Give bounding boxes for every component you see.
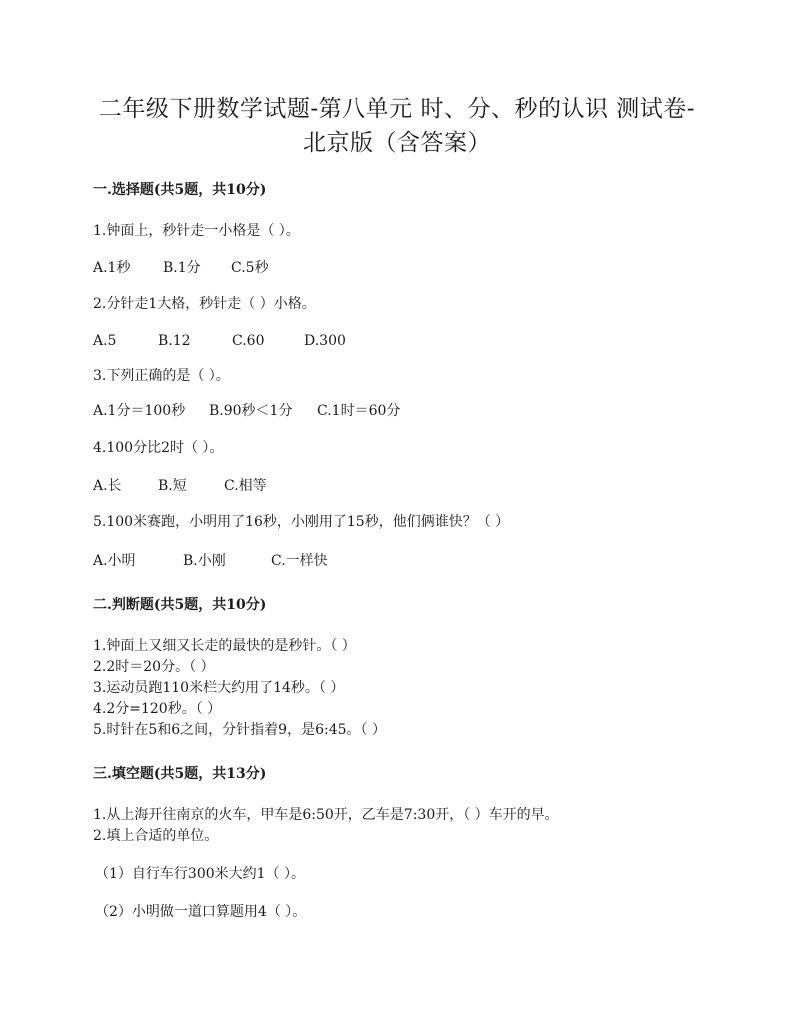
true-false-item-1: 1.钟面上又细又长走的最快的是秒针。（ ）: [93, 638, 356, 654]
option-c: C.60: [232, 333, 265, 349]
choice-question-2: 2.分针走1大格，秒针走（ ）小格。: [93, 296, 316, 312]
choice-question-4: 4.100分比2时（ ）。: [93, 440, 224, 456]
choice-question-1: 1.钟面上，秒针走一小格是（ ）。: [93, 223, 300, 239]
fill-blank-question-1: 1.从上海开往南京的火车，甲车是6:50开，乙车是7:30开，（ ）车开的早。: [93, 807, 559, 823]
choice-question-3: 3.下列正确的是（ ）。: [93, 368, 230, 384]
true-false-item-5: 5.时针在5和6之间，分针指着9，是6:45。（ ）: [93, 722, 386, 738]
fill-blank-sub-2: （2）小明做一道口算题用4（ ）。: [95, 904, 307, 920]
option-b: B.90秒＜1分: [209, 403, 293, 419]
fill-blank-sub-1: （1）自行车行300米大约1（ ）。: [95, 866, 305, 882]
section-heading-choice: 一.选择题(共5题，共10分): [93, 182, 267, 198]
choice-options-4: [93, 476, 267, 496]
section-heading-fill-blank: 三.填空题(共5题，共13分): [93, 766, 267, 782]
true-false-item-3: 3.运动员跑110米栏大约用了14秒。（ ）: [93, 680, 345, 696]
option-c: C.5秒: [231, 260, 269, 276]
option-a: A.长: [93, 478, 122, 494]
true-false-item-2: 2.2时＝20分。（ ）: [93, 659, 215, 675]
option-b: B.小刚: [183, 553, 226, 569]
fill-blank-question-2: 2.填上合适的单位。: [93, 828, 219, 844]
option-a: A.5: [93, 333, 117, 349]
option-a: A.1分＝100秒: [93, 403, 186, 419]
option-d: D.300: [304, 333, 346, 349]
choice-options-2: [93, 331, 346, 351]
choice-options-1: [93, 258, 269, 278]
choice-options-5: [93, 551, 328, 571]
true-false-item-4: 4.2分=120秒。（ ）: [93, 701, 222, 717]
option-b: B.12: [158, 333, 191, 349]
section-heading-true-false: 二.判断题(共5题，共10分): [93, 597, 267, 613]
option-b: B.1分: [163, 260, 201, 276]
option-c: C.1时＝60分: [317, 403, 401, 419]
option-a: A.1秒: [93, 260, 131, 276]
option-c: C.一样快: [271, 553, 328, 569]
document-title-line-1: 二年级下册数学试题-第八单元 时、分、秒的认识 测试卷-: [98, 96, 696, 122]
option-c: C.相等: [224, 478, 267, 494]
choice-question-5: 5.100米赛跑，小明用了16秒，小刚用了15秒，他们俩谁快？（ ）: [93, 514, 510, 530]
option-a: A.小明: [93, 553, 136, 569]
choice-options-3: [93, 401, 400, 421]
option-b: B.短: [158, 478, 187, 494]
document-title-line-2: 北京版（含答案）: [303, 130, 491, 156]
